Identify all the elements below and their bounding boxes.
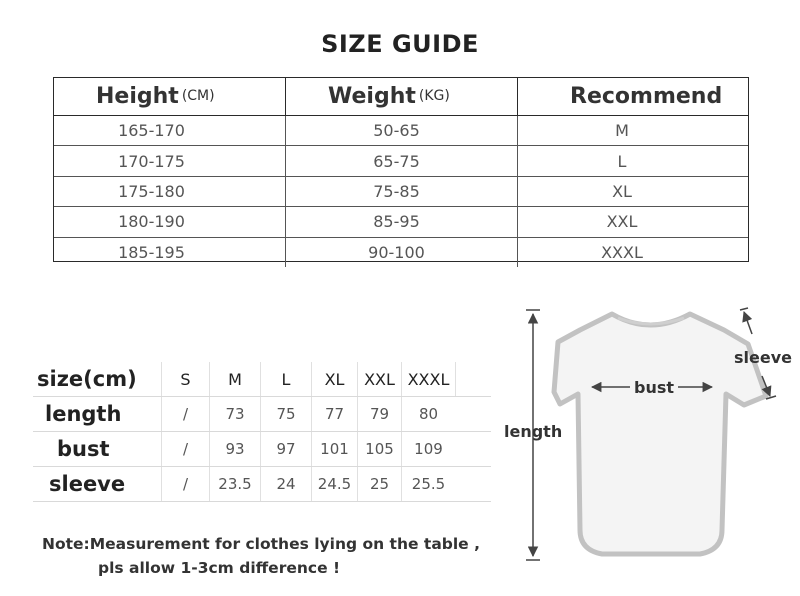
length-label: length [504,422,563,441]
recommend-cell: XXL [606,212,638,232]
recommend-table [53,77,749,262]
value-cell: 23.5 [209,467,260,501]
row-label-length: length [45,402,122,426]
recommend-cell: XL [612,181,632,201]
size-measurement-table [33,362,491,502]
table-row [33,396,491,431]
table-row [33,466,491,502]
value-cell: 25 [357,467,401,501]
bust-label: bust [634,378,675,397]
header-height-label: Height [96,84,179,109]
row-label-bust: bust [57,437,110,461]
size-header-cell: L [260,362,311,396]
weight-cell: 90-100 [286,238,518,267]
value-cell: 97 [260,432,311,466]
recommend-table-header [54,78,748,116]
header-weight [286,78,518,115]
page-title: SIZE GUIDE [321,30,479,58]
height-cell: 165-170 [54,116,286,145]
tshirt-diagram [500,300,800,590]
weight-cell: 50-65 [286,116,518,145]
recommend-cell: L [617,151,627,171]
note-line-1: Note:Measurement for clothes lying on the table , [42,535,480,553]
table-row [54,116,748,146]
header-weight-unit: (KG) [418,87,450,104]
header-height-unit: (CM) [181,87,215,104]
table-row [54,177,748,207]
size-header-cell: XL [311,362,357,396]
value-cell: 75 [260,397,311,431]
sleeve-label: sleeve [734,348,792,367]
height-cell: 175-180 [54,177,286,206]
measurement-note [42,532,480,580]
table-row [54,238,748,267]
header-weight-label: Weight [328,84,416,109]
size-header-cell: XXXL [401,362,455,396]
height-cell: 185-195 [54,238,286,267]
value-cell: 25.5 [401,467,455,501]
note-line-2: pls allow 1-3cm difference ! [98,559,341,577]
row-label-sleeve: sleeve [49,472,126,496]
weight-cell: 85-95 [286,207,518,236]
table-row [54,207,748,237]
value-cell: 101 [311,432,357,466]
header-recommend-label: Recommend [570,84,723,109]
table-row [54,146,748,176]
value-cell: / [161,467,209,501]
size-header-cell: S [161,362,209,396]
recommend-cell: XXXL [601,242,643,262]
table-row [33,431,491,466]
value-cell: 109 [401,432,455,466]
value-cell: 105 [357,432,401,466]
weight-cell: 65-75 [286,146,518,175]
recommend-cell: M [615,121,629,141]
value-cell: / [161,397,209,431]
header-recommend [518,78,748,115]
header-height [54,78,286,115]
size-header-spacer [455,362,456,396]
value-cell: 24 [260,467,311,501]
size-header-cell: M [209,362,260,396]
value-cell: 24.5 [311,467,357,501]
weight-cell: 75-85 [286,177,518,206]
size-header-label: size(cm) [37,367,137,391]
value-cell: 93 [209,432,260,466]
height-cell: 170-175 [54,146,286,175]
value-cell: 77 [311,397,357,431]
value-cell: / [161,432,209,466]
value-cell: 79 [357,397,401,431]
height-cell: 180-190 [54,207,286,236]
size-header-cell: XXL [357,362,401,396]
size-header-row [33,362,491,396]
value-cell: 80 [401,397,455,431]
value-cell: 73 [209,397,260,431]
